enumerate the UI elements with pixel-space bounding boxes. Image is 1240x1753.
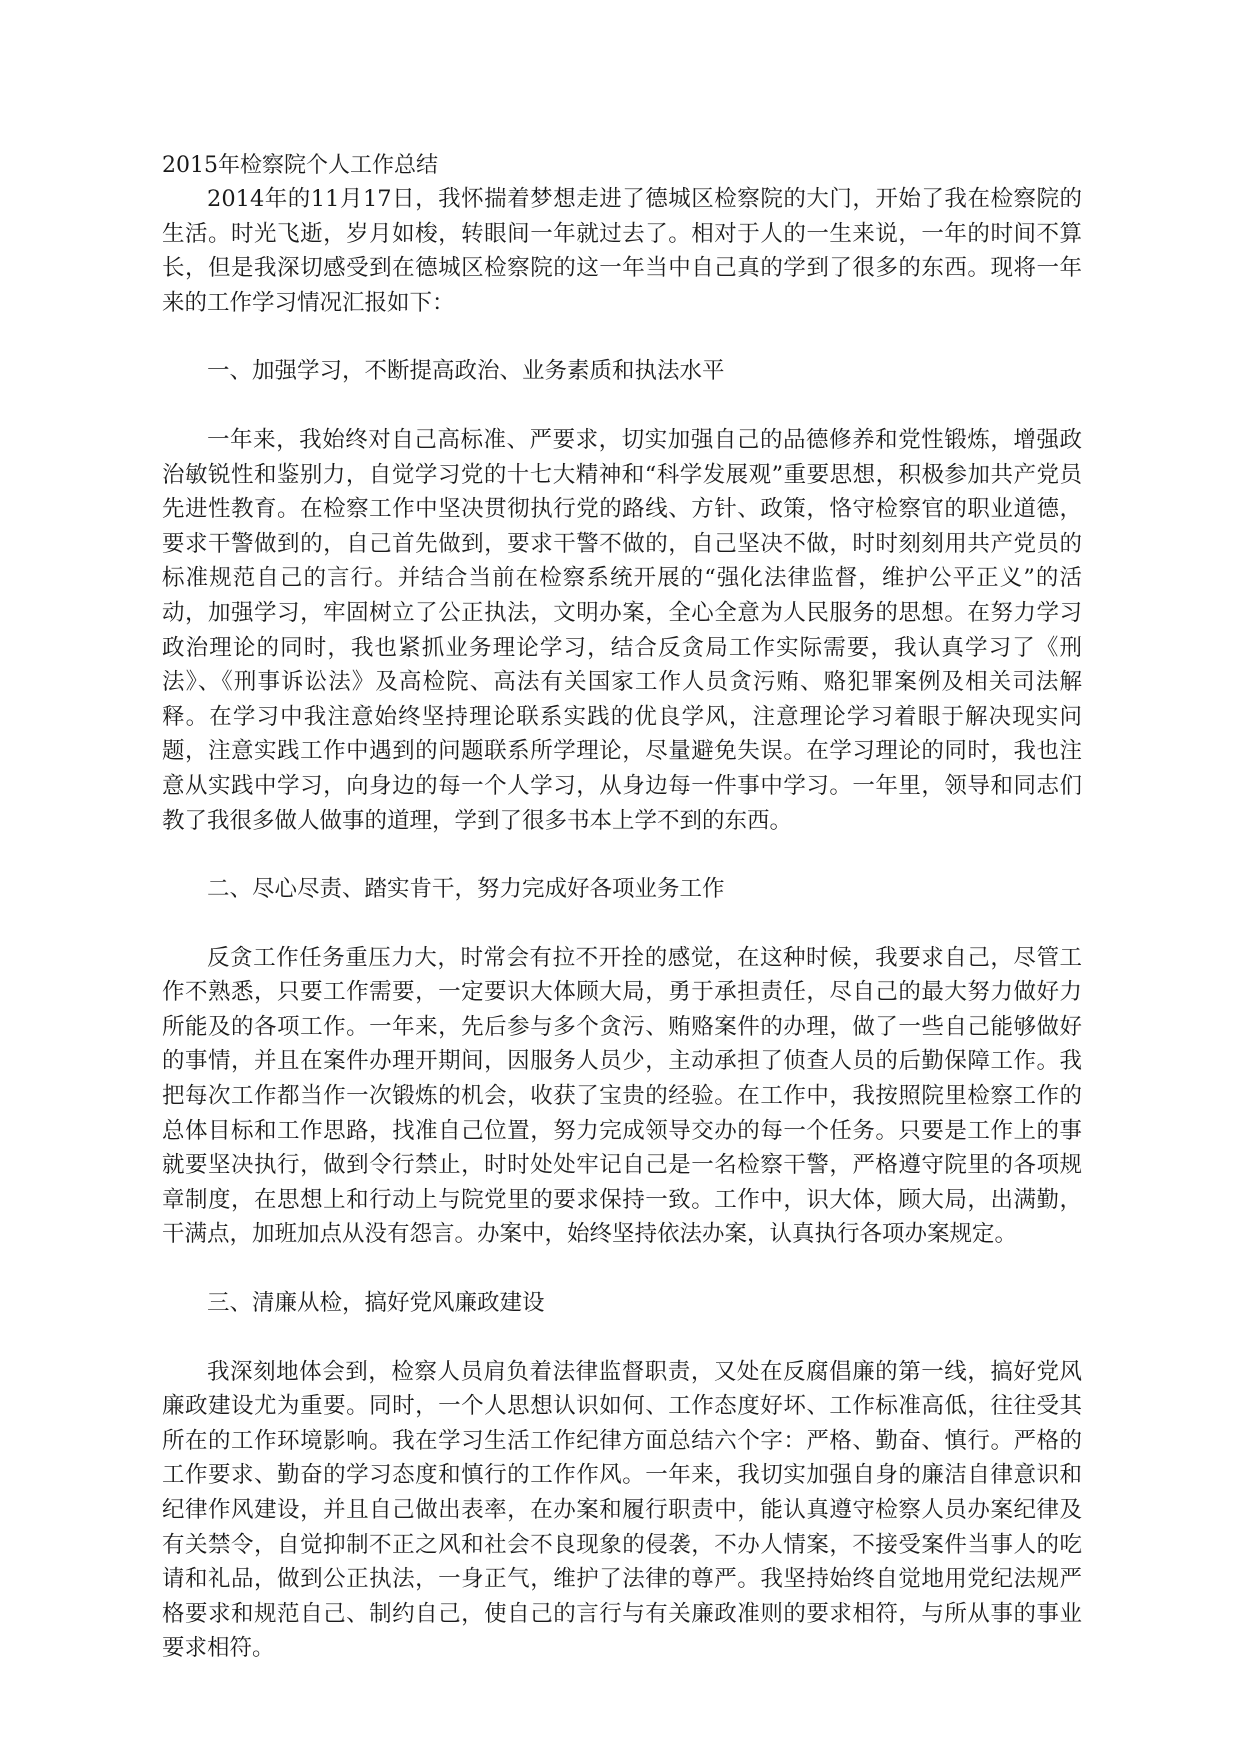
document-page	[162, 150, 1082, 1666]
section-2-body: 反贪工作任务重压力大，时常会有拉不开拴的感觉，在这种时候，我要求自己，尽管工作不熟悉，只要工作需要，一定要识大体顾大局，勇于承担责任，尽自己的最大努力做好力所能及的各项工作。一年来，先后参与多个贪污、贿赂案件的办理，做了一些自己能够做好的事情，并且在案件办理开期间，因服务人员少，主动承担了侦查人员的后勤保障工作。我把每次工作都当作一次锻炼的机会，收获了宝贵的经验。在工作中，我按照院里检察工作的总体目标和工作思路，找准自己位置，努力完成领导交办的每一个任务。只要是工作上的事就要坚决执行，做到令行禁止，时时处处牢记自己是一名检察干警，严格遵守院里的各项规章制度，在思想上和行动上与院党里的要求保持一致。工作中，识大体，顾大局，出满勤，干满点，加班加点从没有怨言。办案中，始终坚持依法办案，认真执行各项办案规定。	[162, 944, 1082, 1248]
section-1-body: 一年来，我始终对自己高标准、严要求，切实加强自己的品德修养和党性锻炼，增强政治敏锐性和鉴别力，自觉学习党的十七大精神和“科学发展观”重要思想，积极参加共产党员先进性教育。在检察工作中坚决贯彻执行党的路线、方针、政策，恪守检察官的职业道德，要求干警做到的，自己首先做到，要求干警不做的，自己坚决不做，时时刻刻用共产党员的标准规范自己的言行。并结合当前在检察系统开展的“强化法律监督，维护公平正义”的活动，加强学习，牢固树立了公正执法，文明办案，全心全意为人民服务的思想。在努力学习政治理论的同时，我也紧抓业务理论学习，结合反贪局工作实际需要，我认真学习了《刑法》、《刑事诉讼法》及高检院、高法有关国家工作人员贪污贿、赂犯罪案例及相关司法解释。在学习中我注意始终坚持理论联系实践的优良学风，注意理论学习着眼于解决现实问题，注意实践工作中遇到的问题联系所学理论，尽量避免失误。在学习理论的同时，我也注意从实践中学习，向身边的每一个人学习，从身边每一件事中学习。一年里，领导和同志们教了我很多做人做事的道理，学到了很多书本上学不到的东西。	[162, 426, 1082, 834]
intro-paragraph: 2014年的11月17日，我怀揣着梦想走进了德城区检察院的大门，开始了我在检察院的生活。时光飞逝，岁月如梭，转眼间一年就过去了。相对于人的一生来说，一年的时间不算长，但是我深切感受到在德城区检察院的这一年当中自己真的学到了很多的东西。现将一年来的工作学习情况汇报如下：	[162, 186, 1082, 316]
section-3-body: 我深刻地体会到，检察人员肩负着法律监督职责，又处在反腐倡廉的第一线，搞好党风廉政建设尤为重要。同时，一个人思想认识如何、工作态度好坏、工作标准高低，往往受其所在的工作环境影响。我在学习生活工作纪律方面总结六个字：严格、勤奋、慎行。严格的工作要求、勤奋的学习态度和慎行的工作作风。一年来，我切实加强自身的廉洁自律意识和纪律作风建设，并且自己做出表率，在办案和履行职责中，能认真遵守检察人员办案纪律及有关禁令，自觉抑制不正之风和社会不良现象的侵袭，不办人情案，不接受案件当事人的吃请和礼品，做到公正执法，一身正气，维护了法律的尊严。我坚持始终自觉地用党纪法规严格要求和规范自己、制约自己，使自己的言行与有关廉政准则的要求相符，与所从事的事业要求相符。	[162, 1358, 1082, 1662]
section-1-heading: 一、加强学习，不断提高政治、业务素质和执法水平	[207, 358, 725, 385]
document-title: 2015年检察院个人工作总结	[162, 153, 438, 178]
section-2-heading: 二、尽心尽责、踏实肯干，努力完成好各项业务工作	[207, 876, 725, 903]
section-3-heading: 三、清廉从检，搞好党风廉政建设	[207, 1290, 545, 1317]
